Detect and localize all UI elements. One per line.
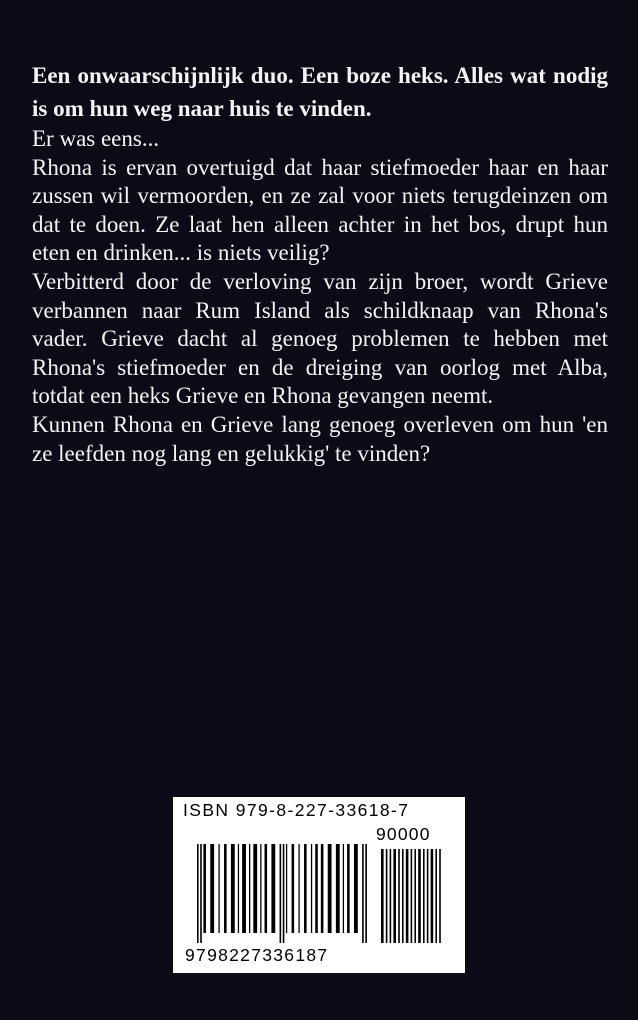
ean-digits: 9798227336187 (185, 945, 329, 965)
barcode-bar (427, 849, 429, 943)
barcode-bar (203, 844, 206, 933)
barcode-bar (418, 849, 421, 943)
barcode-bar (253, 844, 257, 933)
barcode-bar (414, 849, 416, 943)
barcode-bar (283, 844, 285, 943)
barcode-bar (249, 844, 250, 933)
barcode-bar (265, 844, 268, 933)
barcode-bar (354, 844, 358, 933)
barcode-bar (304, 844, 307, 933)
blurb-headline: Een onwaarschijnlijk duo. Een boze heks. Alles wat nodig is om hun weg naar huis te vinden. (32, 63, 608, 121)
barcode-bar (210, 844, 214, 933)
isbn-label: ISBN 979-8-227-33618-7 (183, 800, 410, 820)
barcode-bar (398, 849, 400, 943)
barcode-bar (197, 844, 199, 943)
price-code: 90000 (376, 824, 431, 844)
barcode-bar (280, 844, 282, 943)
barcode-bar (423, 849, 425, 943)
barcode-bar (362, 844, 364, 943)
barcode-bar (311, 844, 312, 933)
back-cover-text (32, 59, 608, 468)
barcode-bar (298, 844, 299, 933)
barcode-bar (218, 844, 219, 933)
barcode-bar (393, 849, 396, 943)
barcode-bar (224, 844, 227, 933)
barcode-bar (336, 844, 340, 933)
barcode-bar (381, 849, 384, 943)
barcode-bar (286, 844, 287, 933)
barcode-bar (271, 844, 275, 933)
barcode-bar (411, 849, 413, 943)
barcode-bar (343, 844, 344, 933)
barcode-bar (260, 844, 261, 933)
barcode-bar (406, 849, 409, 943)
blurb-paragraph: Kunnen Rhona en Grieve lang genoeg overleven om hun 'en ze leefden nog lang en gelukkig' te vinden? (32, 411, 608, 466)
barcode-bar (231, 844, 235, 933)
blurb-paragraph: Verbitterd door de verloving van zijn broer, wordt Grieve verbannen naar Rum Island als schildknaap van Rhona's vader. Grieve dacht al genoeg problemen te hebben met Rhona's stiefmoeder en de dreiging van oorlog met Alba, totdat een heks Grieve en Rhona gevangen neemt. (32, 268, 608, 409)
barcode-bar (386, 849, 388, 943)
barcode-bar (242, 844, 246, 933)
barcode-bar (292, 844, 295, 933)
isbn-barcode-box (173, 797, 465, 973)
barcode-bar (439, 849, 441, 943)
barcode-bar (390, 849, 392, 943)
barcode-bar (365, 844, 367, 943)
barcode-bar (347, 844, 350, 933)
barcode-bar (238, 844, 239, 933)
barcode-bar (315, 844, 318, 933)
blurb-paragraph: Er was eens... (32, 126, 160, 151)
barcode-bar (431, 849, 434, 943)
barcode-bar (402, 849, 404, 943)
barcode-bar (200, 844, 202, 943)
barcode-bar (435, 849, 437, 943)
barcode-bar (321, 844, 324, 933)
barcode-bar (328, 844, 332, 933)
blurb-paragraph: Rhona is ervan overtuigd dat haar stiefmoeder haar en haar zussen wil vermoorden, en ze zal voor niets terugdeinzen om dat te doen. Ze laat hen alleen achter in het bos, drupt hun eten en drinken... is niets veilig? (32, 154, 608, 266)
